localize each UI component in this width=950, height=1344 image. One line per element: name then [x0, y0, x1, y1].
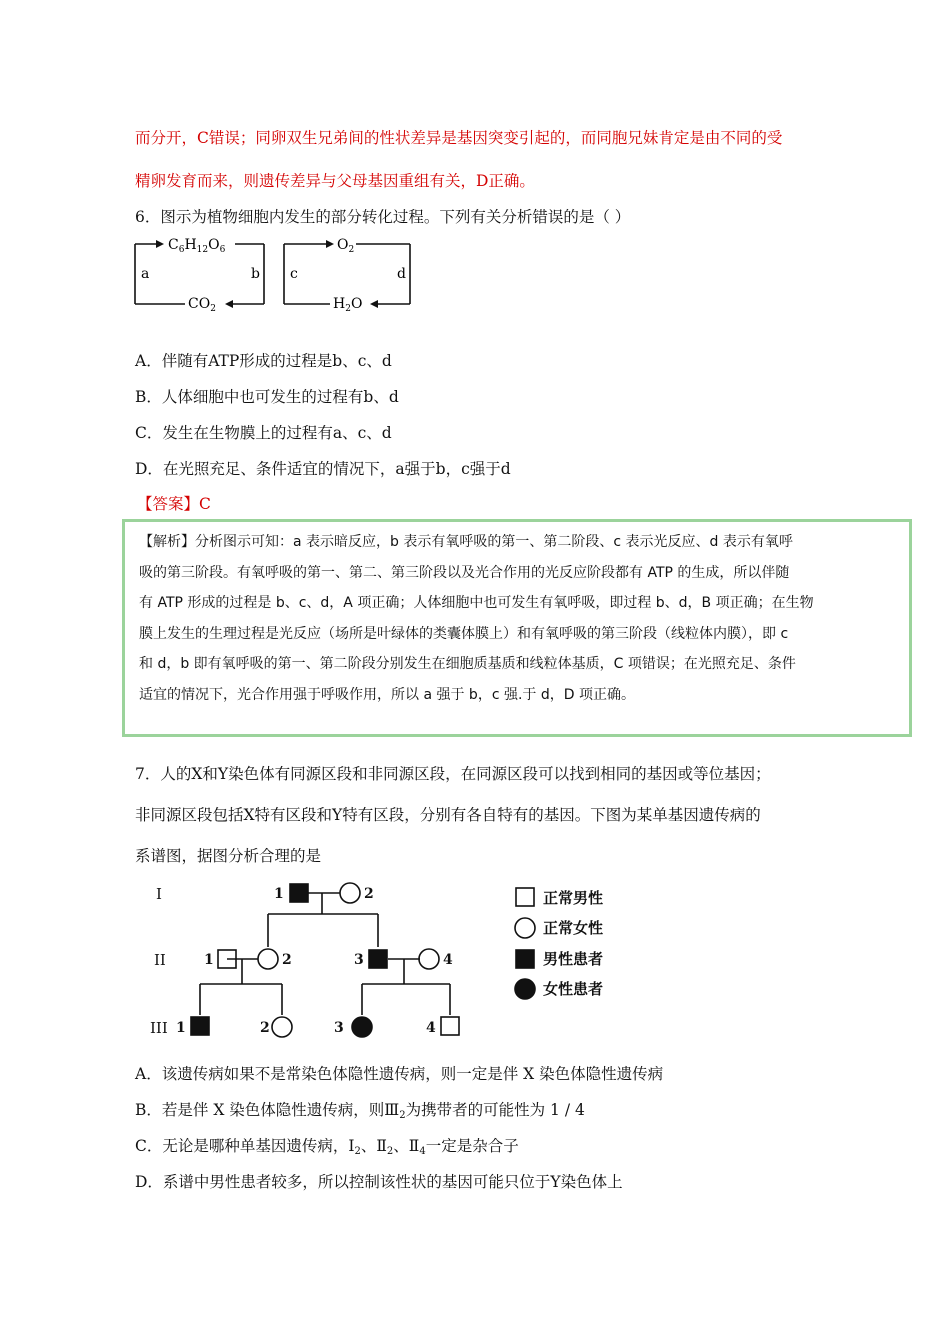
explanation-line: 适宜的情况下，光合作用强于呼吸作用，所以 a 强于 b，c 强.于 d，D 项正确。	[139, 686, 635, 703]
label-d: d	[397, 266, 406, 282]
explanation-line: 吸的第三阶段。有氧呼吸的第一、第二、第三阶段以及光合作用的光反应阶段都有 ATP 的生成，所以伴随	[139, 564, 790, 581]
explanation-line: 【解析】分析图示可知：a 表示暗反应，b 表示有氧呼吸的第一、第二阶段、c 表示光反应、d 表示有氧呼	[139, 534, 793, 550]
individual-number: 4	[426, 1020, 436, 1036]
o2-label: $O_2$	[337, 237, 355, 255]
generation-label-iii: III	[150, 1019, 168, 1037]
individual-number: 1	[176, 1020, 186, 1036]
individual-number: 3	[334, 1020, 344, 1036]
generation-label-ii: II	[154, 951, 166, 969]
q6-answer	[137, 492, 211, 514]
answer-value: C	[199, 495, 211, 513]
q7-option-d: D．系谱中男性患者较多，所以控制该性状的基因可能只位于Y染色体上	[135, 1173, 623, 1191]
answer-tag: 【答案】	[137, 495, 200, 513]
q7-stem-line-3: 系谱图，据图分析合理的是	[135, 847, 322, 865]
prev-answer-line-1: 而分开，C错误；同卵双生兄弟间的性状差异是基因突变引起的，而同胞兄妹肯定是由不同的受	[135, 129, 783, 147]
prev-answer-line-2: 精卵发育而来，则遗传差异与父母基因重组有关，D正确。	[135, 172, 535, 190]
legend-affected-male: 男性患者	[543, 950, 604, 968]
individual-number: 1	[274, 886, 284, 902]
q6-option-d: D．在光照充足、条件适宜的情况下，a强于b，c强于d	[135, 460, 511, 478]
h2o-label: $H_2O$	[333, 296, 363, 314]
generation-label-i: I	[156, 885, 162, 903]
explanation-line: 和 d，b 即有氧呼吸的第一、第二阶段分别发生在细胞质基质和线粒体基质，C 项错误；在光照充足、条件	[139, 656, 796, 672]
legend-normal-female: 正常女性	[543, 919, 604, 937]
q7-stem-line-1: 7．人的X和Y染色体有同源区段和非同源区段，在同源区段可以找到相同的基因或等位基因；	[135, 765, 771, 783]
label-b: b	[251, 266, 260, 282]
option-c-text-end: 一定是杂合子	[425, 1137, 519, 1155]
q7-option-a: A．该遗传病如果不是常染色体隐性遗传病，则一定是伴 X 染色体隐性遗传病	[135, 1065, 664, 1083]
option-c-subscript: 4	[419, 1146, 426, 1157]
explanation-line: 有 ATP 形成的过程是 b、c、d，A 项正确；人体细胞中也可发生有氧呼吸，即过程 b、d，B 项正确；在生物	[139, 595, 814, 611]
q7-option-c	[135, 1134, 519, 1157]
legend-normal-male: 正常男性	[543, 889, 604, 907]
option-c-text: C．无论是哪种单基因遗传病，Ⅰ	[135, 1137, 355, 1155]
individual-number: 4	[443, 952, 453, 968]
q7-stem-line-2: 非同源区段包括X特有区段和Y特有区段，分别有各自特有的基因。下图为某单基因遗传病的	[135, 806, 761, 824]
individual-number: 2	[364, 886, 374, 902]
legend-affected-female: 女性患者	[543, 980, 604, 998]
q6-explanation-box	[122, 519, 912, 737]
individual-number: 1	[204, 952, 214, 968]
glucose-label: $C_6H_{12}O_6$	[168, 237, 226, 255]
q6-stem: 6．图示为植物细胞内发生的部分转化过程。下列有关分析错误的是（ ）	[135, 208, 631, 226]
option-c-text: 、Ⅱ	[393, 1137, 420, 1155]
option-c-subscript: 2	[386, 1146, 394, 1157]
q7-option-b	[135, 1098, 585, 1121]
q6-option-a: A．伴随有ATP形成的过程是b、c、d	[135, 352, 392, 370]
q6-option-c: C．发生在生物膜上的过程有a、c、d	[135, 424, 392, 442]
label-c: c	[290, 266, 298, 282]
pedigree-chart	[140, 872, 640, 1042]
option-c-subscript: 2	[354, 1146, 361, 1157]
q6-option-b: B．人体细胞中也可发生的过程有b、d	[135, 388, 399, 406]
option-b-subscript: 2	[399, 1110, 406, 1121]
option-b-text: B．若是伴 X 染色体隐性遗传病，则Ⅲ	[135, 1101, 400, 1119]
individual-number: 2	[282, 952, 292, 968]
individual-number: 3	[354, 952, 364, 968]
label-a: a	[141, 266, 150, 282]
co2-label: $CO_2$	[188, 296, 216, 314]
option-b-text-end: 为携带者的可能性为 1 / 4	[405, 1101, 585, 1119]
option-c-text: 、Ⅱ	[360, 1137, 387, 1155]
individual-number: 2	[260, 1020, 270, 1036]
explanation-line: 膜上发生的生理过程是光反应（场所是叶绿体的类囊体膜上）和有氧呼吸的第三阶段（线粒体内膜），即 c	[139, 625, 789, 642]
q6-conversion-diagram	[130, 234, 430, 314]
